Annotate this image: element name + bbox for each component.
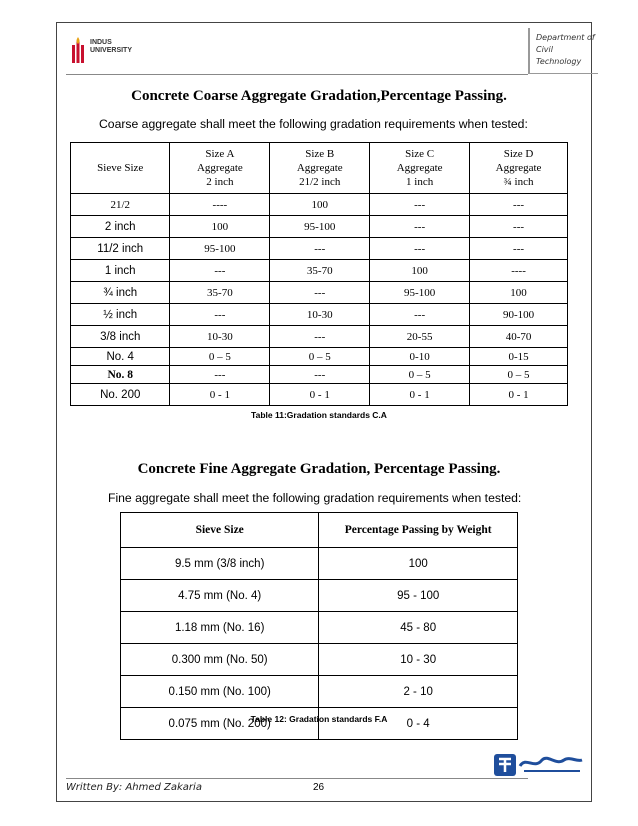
table-row xyxy=(71,238,568,260)
table-cell: ---- xyxy=(170,194,270,216)
sieve-cell: 3/8 inch xyxy=(71,326,170,348)
department-label xyxy=(528,28,598,74)
department-line: Department of xyxy=(536,33,595,42)
table-row xyxy=(71,348,568,366)
table-cell: --- xyxy=(370,194,470,216)
page-number: 26 xyxy=(313,782,325,793)
table-row xyxy=(121,676,518,708)
table-cell: 0 - 1 xyxy=(370,384,470,406)
table-cell: --- xyxy=(470,194,568,216)
table-row xyxy=(71,216,568,238)
table-cell: --- xyxy=(170,260,270,282)
footer-divider xyxy=(66,778,528,779)
fine-intro: Fine aggregate shall meet the following gradation requirements when tested: xyxy=(108,491,522,505)
table-cell: 0 - 1 xyxy=(470,384,568,406)
coarse-intro: Coarse aggregate shall meet the following gradation requirements when tested: xyxy=(99,117,528,131)
table-cell: 95-100 xyxy=(170,238,270,260)
fine-gradation-table xyxy=(120,512,518,740)
department-line: Technology xyxy=(536,57,582,66)
column-header: Sieve Size xyxy=(71,143,170,194)
sieve-cell: 21/2 xyxy=(71,194,170,216)
sieve-cell: 1 inch xyxy=(71,260,170,282)
table-cell: 35-70 xyxy=(170,282,270,304)
column-header: Size A Aggregate 2 inch xyxy=(170,143,270,194)
column-header: Size D Aggregate ¾ inch xyxy=(470,143,568,194)
table-cell: 45 - 80 xyxy=(319,612,518,644)
sieve-cell: 4.75 mm (No. 4) xyxy=(121,580,319,612)
table-cell: 95-100 xyxy=(370,282,470,304)
torch-icon xyxy=(70,37,86,65)
table-cell: 0 – 5 xyxy=(470,366,568,384)
table-row xyxy=(71,326,568,348)
table-cell: 90-100 xyxy=(470,304,568,326)
table-cell: 10-30 xyxy=(270,304,370,326)
sieve-cell: No. 4 xyxy=(71,348,170,366)
table-cell: --- xyxy=(370,216,470,238)
table-row xyxy=(71,282,568,304)
table-cell: --- xyxy=(370,238,470,260)
sieve-cell: 9.5 mm (3/8 inch) xyxy=(121,548,319,580)
table-cell: --- xyxy=(470,216,568,238)
table-row xyxy=(71,304,568,326)
table-cell: 95-100 xyxy=(270,216,370,238)
table-cell: --- xyxy=(270,238,370,260)
table-cell: --- xyxy=(370,304,470,326)
fine-section-title: Concrete Fine Aggregate Gradation, Percentage Passing. xyxy=(137,461,501,477)
coarse-section-title: Concrete Coarse Aggregate Gradation,Percentage Passing. xyxy=(131,88,507,104)
table-cell: 0 – 5 xyxy=(370,366,470,384)
table-cell: 2 - 10 xyxy=(319,676,518,708)
logo-line1: INDUS xyxy=(90,39,112,46)
table-cell: ---- xyxy=(470,260,568,282)
table-cell: 100 xyxy=(470,282,568,304)
sieve-cell: 1.18 mm (No. 16) xyxy=(121,612,319,644)
table-cell: 100 xyxy=(270,194,370,216)
table-cell: --- xyxy=(470,238,568,260)
table-row xyxy=(121,644,518,676)
table-cell: --- xyxy=(270,282,370,304)
table-cell: --- xyxy=(270,326,370,348)
table-row xyxy=(121,612,518,644)
table-header-row xyxy=(71,143,568,194)
sieve-cell: 11/2 inch xyxy=(71,238,170,260)
table-cell: 40-70 xyxy=(470,326,568,348)
coarse-gradation-table xyxy=(70,142,568,406)
sieve-cell: 0.150 mm (No. 100) xyxy=(121,676,319,708)
table-cell: 95 - 100 xyxy=(319,580,518,612)
sieve-cell: ½ inch xyxy=(71,304,170,326)
sieve-cell: ¾ inch xyxy=(71,282,170,304)
table-cell: 0-15 xyxy=(470,348,568,366)
table-header-row xyxy=(121,513,518,548)
table-cell: 10-30 xyxy=(170,326,270,348)
table-cell: 35-70 xyxy=(270,260,370,282)
table-cell: 20-55 xyxy=(370,326,470,348)
sieve-cell: 0.300 mm (No. 50) xyxy=(121,644,319,676)
table-cell: --- xyxy=(270,366,370,384)
table-row xyxy=(71,194,568,216)
table-cell: 100 xyxy=(170,216,270,238)
table-row xyxy=(71,260,568,282)
footer-author: Written By: Ahmed Zakaria xyxy=(66,782,202,793)
table-row xyxy=(121,580,518,612)
department-line: Civil xyxy=(536,45,553,54)
column-header: Size C Aggregate 1 inch xyxy=(370,143,470,194)
university-logo xyxy=(70,35,150,69)
table-cell: 100 xyxy=(370,260,470,282)
sieve-cell: 0.075 mm (No. 200) xyxy=(121,708,319,740)
table-cell: 0-10 xyxy=(370,348,470,366)
logo-line2: UNIVERSITY xyxy=(90,47,133,54)
sieve-cell: No. 8 xyxy=(71,366,170,384)
table-cell: --- xyxy=(170,366,270,384)
table-row xyxy=(71,384,568,406)
table-cell: 0 - 1 xyxy=(270,384,370,406)
column-header: Percentage Passing by Weight xyxy=(319,513,518,548)
table-row xyxy=(71,366,568,384)
table-cell: 0 - 4 xyxy=(319,708,518,740)
table-cell: --- xyxy=(170,304,270,326)
table-cell: 0 – 5 xyxy=(170,348,270,366)
table-cell: 0 – 5 xyxy=(270,348,370,366)
table-cell: 0 - 1 xyxy=(170,384,270,406)
sieve-cell: No. 200 xyxy=(71,384,170,406)
table-row xyxy=(121,548,518,580)
header-divider xyxy=(66,74,528,75)
fine-table-caption: Table 12: Gradation standards F.A xyxy=(250,714,388,724)
column-header: Size B Aggregate 21/2 inch xyxy=(270,143,370,194)
sieve-cell: 2 inch xyxy=(71,216,170,238)
company-logo xyxy=(494,752,584,778)
table-cell: 10 - 30 xyxy=(319,644,518,676)
coarse-table-caption: Table 11:Gradation standards C.A xyxy=(251,410,387,420)
column-header: Sieve Size xyxy=(121,513,319,548)
table-cell: 100 xyxy=(319,548,518,580)
